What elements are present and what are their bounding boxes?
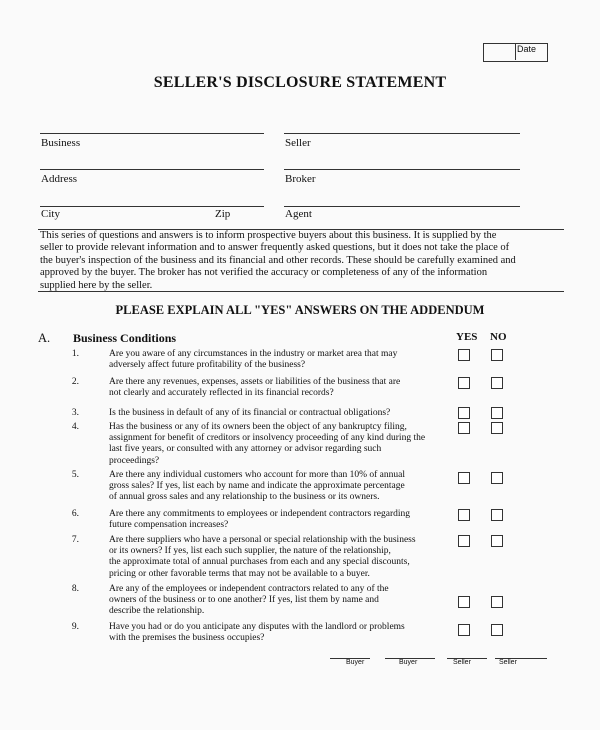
- q5-no-checkbox[interactable]: [491, 472, 503, 484]
- q9-no-checkbox[interactable]: [491, 624, 503, 636]
- question-line: Has the business or any of its owners been the object of any bankruptcy filing,: [109, 422, 407, 432]
- question-line: Are there suppliers who have a personal or special relationship with the business: [109, 535, 416, 545]
- intro-line: This series of questions and answers is to inform prospective buyers about this business. It is supplied by the: [40, 230, 497, 241]
- question-line: adversely affect future profitability of the business?: [109, 360, 306, 371]
- intro-line: supplied here by the seller.: [40, 279, 153, 291]
- question-line: Are there any commitments to employees or independent contractors regarding: [109, 509, 410, 519]
- seller-field-line[interactable]: [284, 133, 520, 134]
- question-line: last five years, or consulted with any attorney or advisor regarding such: [109, 444, 382, 455]
- q1-yes-checkbox[interactable]: [458, 349, 470, 361]
- question-line: Are there any individual customers who account for more than 10% of annual: [109, 470, 405, 480]
- q8-yes-checkbox[interactable]: [458, 596, 470, 608]
- question-text: [109, 622, 447, 644]
- question-line: not clearly and accurately reflected in its financial records?: [109, 388, 334, 399]
- q7-yes-checkbox[interactable]: [458, 535, 470, 547]
- business-field-line[interactable]: [40, 133, 264, 134]
- question-number: 9.: [71, 622, 79, 632]
- question-line: or its owners? If yes, list each such supplier, the nature of the relationship,: [109, 546, 391, 557]
- question-line: Is the business in default of any of its financial or contractual obligations?: [109, 408, 391, 418]
- question-text: [109, 535, 447, 580]
- q1-no-checkbox[interactable]: [491, 349, 503, 361]
- question-text: [109, 349, 447, 371]
- yes-column-header: YES: [456, 331, 478, 343]
- question-line: of annual gross sales and any relationship to the business or its owners.: [109, 492, 380, 503]
- broker-field-line[interactable]: [284, 169, 520, 170]
- buyer2-initials-label: Buyer: [399, 659, 418, 666]
- q3-no-checkbox[interactable]: [491, 407, 503, 419]
- section-title: Business Conditions: [73, 331, 177, 345]
- question-number: 1.: [71, 349, 79, 359]
- address-field-line[interactable]: [40, 169, 264, 170]
- zip-label: Zip: [215, 208, 231, 220]
- question-number: 2.: [71, 377, 79, 387]
- question-text: [109, 408, 447, 419]
- no-column-header: NO: [490, 331, 507, 343]
- question-line: gross sales? If yes, list each by name and indicate the approximate percentage: [109, 481, 405, 492]
- buyer-initials-label: Buyer: [346, 659, 365, 666]
- intro-line: approved by the buyer. The broker has not verified the accuracy or completeness of any of the information: [40, 267, 488, 279]
- q2-no-checkbox[interactable]: [491, 377, 503, 389]
- addendum-instruction: PLEASE EXPLAIN ALL "YES" ANSWERS ON THE ADDENDUM: [115, 303, 485, 317]
- intro-text: [40, 230, 566, 292]
- question-line: future compensation increases?: [109, 520, 229, 531]
- question-line: pricing or other favorable terms that may not be available to a buyer.: [109, 568, 370, 579]
- question-line: owners of the business or to one another? If yes, list them by name and: [109, 595, 379, 606]
- q7-no-checkbox[interactable]: [491, 535, 503, 547]
- seller2-initials-label: Seller: [499, 659, 517, 666]
- q8-no-checkbox[interactable]: [491, 596, 503, 608]
- question-number: 8.: [71, 584, 79, 594]
- q4-yes-checkbox[interactable]: [458, 422, 470, 434]
- broker-label: Broker: [285, 173, 316, 185]
- question-line: assignment for benefit of creditors or insolvency proceeding of any kind during the: [109, 433, 426, 444]
- q5-yes-checkbox[interactable]: [458, 472, 470, 484]
- q6-no-checkbox[interactable]: [491, 509, 503, 521]
- question-line: Are you aware of any circumstances in the industry or market area that may: [109, 349, 398, 359]
- q4-no-checkbox[interactable]: [491, 422, 503, 434]
- q2-yes-checkbox[interactable]: [458, 377, 470, 389]
- business-label: Business: [41, 137, 81, 149]
- agent-field-line[interactable]: [284, 206, 520, 207]
- question-number: 3.: [71, 408, 79, 418]
- q6-yes-checkbox[interactable]: [458, 509, 470, 521]
- question-text: [109, 422, 447, 467]
- question-number: 7.: [71, 535, 79, 545]
- section-letter: A.: [38, 331, 51, 345]
- question-line: the approximate total of annual purchases from each and any special discounts,: [109, 557, 410, 568]
- question-text: [109, 377, 447, 399]
- question-line: describe the relationship.: [109, 606, 205, 617]
- question-number: 5.: [71, 470, 79, 480]
- question-number: 4.: [71, 422, 79, 432]
- q3-yes-checkbox[interactable]: [458, 407, 470, 419]
- q9-yes-checkbox[interactable]: [458, 624, 470, 636]
- address-label: Address: [41, 173, 78, 185]
- question-line: Are there any revenues, expenses, assets or liabilities of the business that are: [109, 377, 401, 387]
- agent-label: Agent: [285, 208, 312, 220]
- intro-line: seller to provide relevant information and to answer frequently asked questions, but it does not take the place of: [40, 242, 510, 254]
- city-zip-field-line[interactable]: [40, 206, 264, 207]
- question-text: [109, 584, 447, 618]
- question-number: 6.: [71, 509, 79, 519]
- date-box-divider: [515, 43, 516, 60]
- question-text: [109, 509, 447, 531]
- seller-initials-label: Seller: [453, 659, 471, 666]
- question-line: Have you had or do you anticipate any disputes with the landlord or problems: [109, 622, 405, 632]
- question-line: with the premises the business occupies?: [109, 633, 265, 644]
- intro-line: the buyer's inspection of the business and its financial and other records. These should be carefully examined and: [40, 254, 516, 266]
- question-line: Are any of the employees or independent contractors related to any of the: [109, 584, 389, 594]
- question-line: proceedings?: [109, 455, 160, 466]
- date-label: Date: [517, 44, 537, 54]
- seller-label: Seller: [285, 137, 311, 149]
- page-title: SELLER'S DISCLOSURE STATEMENT: [153, 74, 447, 91]
- question-text: [109, 470, 447, 504]
- city-label: City: [41, 208, 60, 220]
